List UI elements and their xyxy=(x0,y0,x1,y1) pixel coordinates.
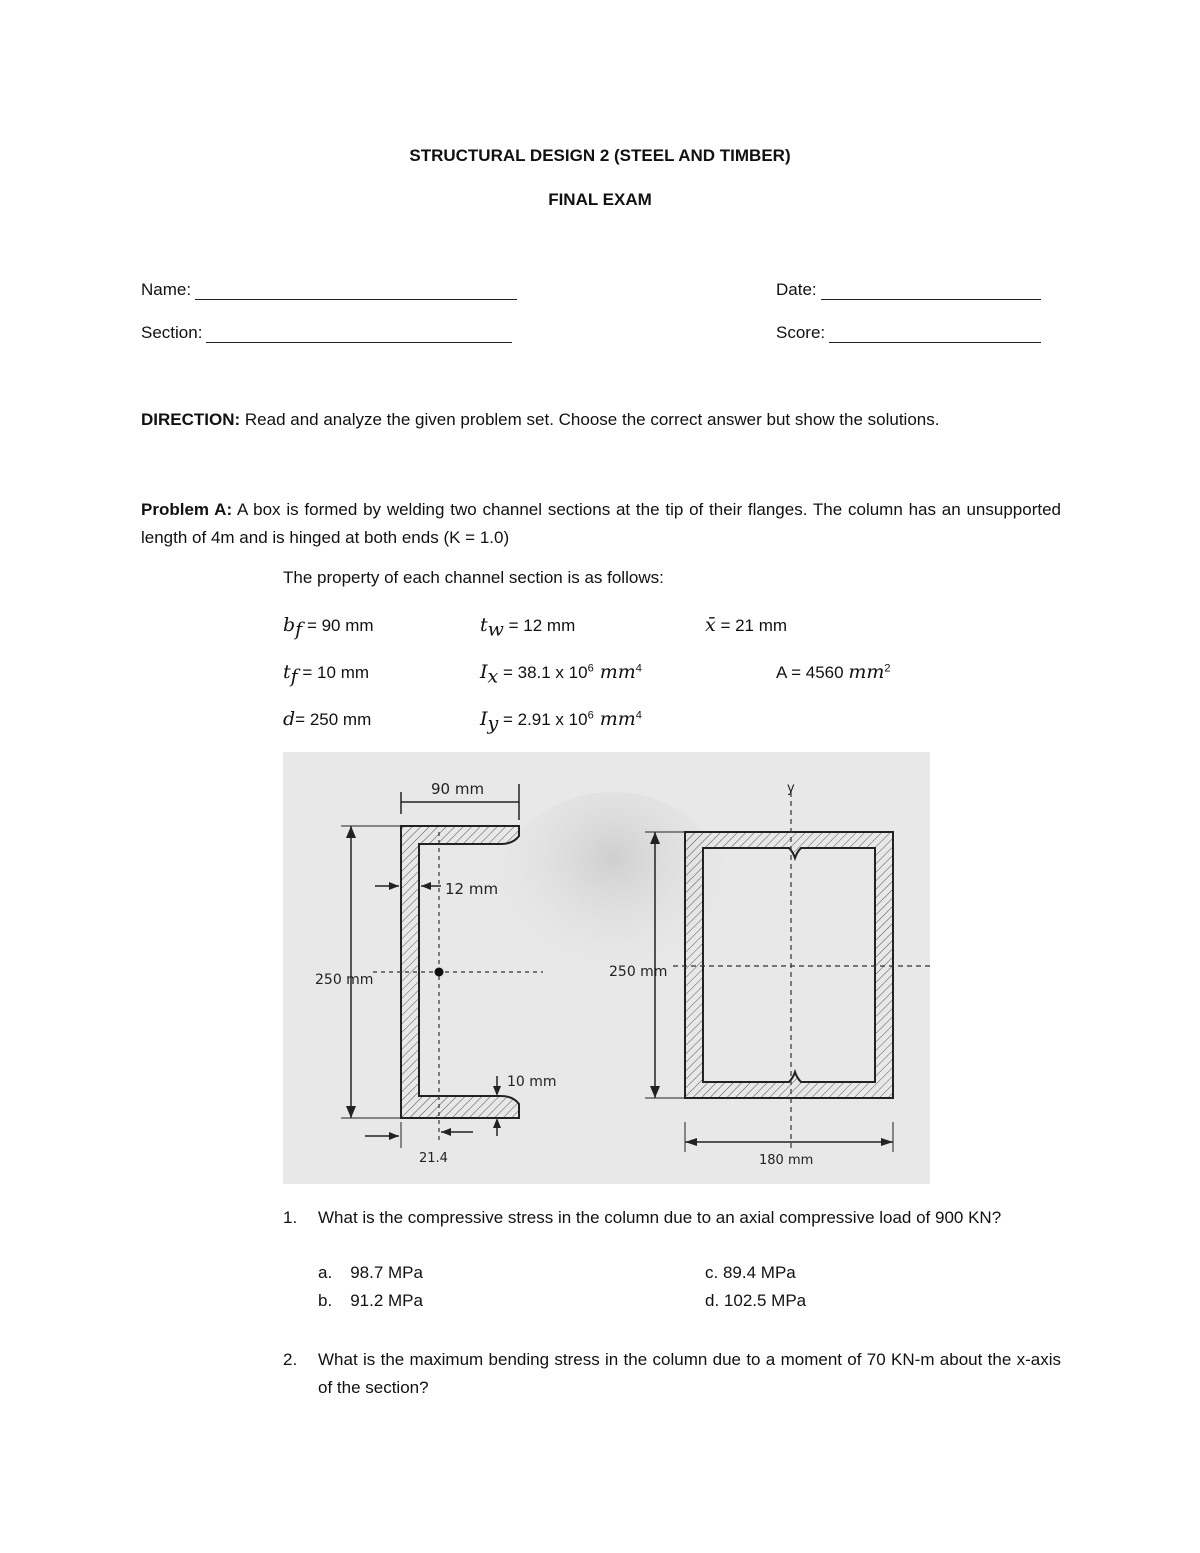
date-field[interactable] xyxy=(776,280,1041,300)
section-field[interactable] xyxy=(141,323,512,343)
dim-width-label: 180 mm xyxy=(759,1153,814,1168)
channel-section-figure xyxy=(283,752,930,1184)
section-label: Section: xyxy=(141,323,203,342)
option-a[interactable]: a. 98.7 MPa xyxy=(318,1263,423,1282)
prop-area: A = 4560 $mm^2$ xyxy=(776,661,891,683)
prop-tf: $t_f = 10$ mm xyxy=(283,661,370,688)
date-line[interactable] xyxy=(821,281,1041,300)
dim-web-label: 12 mm xyxy=(445,880,499,898)
prop-d: d= 250 mm xyxy=(283,708,372,730)
exam-title: STRUCTURAL DESIGN 2 (STEEL AND TIMBER) xyxy=(409,146,791,165)
prop-bf: $b_f = 90$ mm xyxy=(283,614,374,641)
problem-text: A box is formed by welding two channel sections at the tip of their flanges. The column has an unsupported length of 4m and is hinged at both ends (K = 1.0) xyxy=(141,500,1061,547)
date-label: Date: xyxy=(776,280,817,299)
name-field[interactable] xyxy=(141,280,517,300)
dim-depth-right-label: 250 mm xyxy=(609,964,668,980)
question-text: What is the compressive stress in the column due to an axial compressive load of 900 KN? xyxy=(318,1208,1002,1227)
dim-xbar-label: 21.4 xyxy=(419,1151,448,1166)
problem-paragraph xyxy=(141,496,1061,552)
dim-depth-left-label: 250 mm xyxy=(315,972,374,988)
direction-paragraph xyxy=(141,406,1061,434)
name-label: Name: xyxy=(141,280,192,299)
score-label: Score: xyxy=(776,323,826,342)
prop-ix: $I_x = 38.1$ x $10^6$ $mm^4$ xyxy=(480,661,642,688)
question-number: 1. xyxy=(283,1208,298,1227)
prop-xbar: x̄ = 21 mm xyxy=(705,614,788,636)
option-d[interactable]: d. 102.5 MPa xyxy=(705,1291,807,1310)
score-line[interactable] xyxy=(829,324,1041,343)
direction-text: Read and analyze the given problem set. Choose the correct answer but show the solutions. xyxy=(240,410,940,429)
exam-subtitle: FINAL EXAM xyxy=(548,190,652,209)
problem-label: Problem A: xyxy=(141,500,233,519)
question-number: 2. xyxy=(283,1350,298,1369)
dim-flange-label: 90 mm xyxy=(431,780,485,798)
option-c[interactable]: c. 89.4 MPa xyxy=(705,1263,796,1282)
dim-flange-thickness-label: 10 mm xyxy=(507,1074,557,1090)
score-field[interactable] xyxy=(776,323,1041,343)
prop-tw: $t_w = 12$ mm xyxy=(480,614,576,641)
axis-y-label: y xyxy=(787,781,795,796)
section-line[interactable] xyxy=(206,324,512,343)
property-intro: The property of each channel section is as follows: xyxy=(283,568,664,587)
name-line[interactable] xyxy=(195,281,517,300)
option-b[interactable]: b. 91.2 MPa xyxy=(318,1291,423,1310)
prop-iy: $I_y = 2.91$ x $10^6$ $mm^4$ xyxy=(480,708,642,735)
direction-label: DIRECTION: xyxy=(141,410,241,429)
question-text: What is the maximum bending stress in the column due to a moment of 70 KN-m about the x-axis of the section? xyxy=(318,1350,1061,1397)
section-drawing xyxy=(283,752,930,1184)
